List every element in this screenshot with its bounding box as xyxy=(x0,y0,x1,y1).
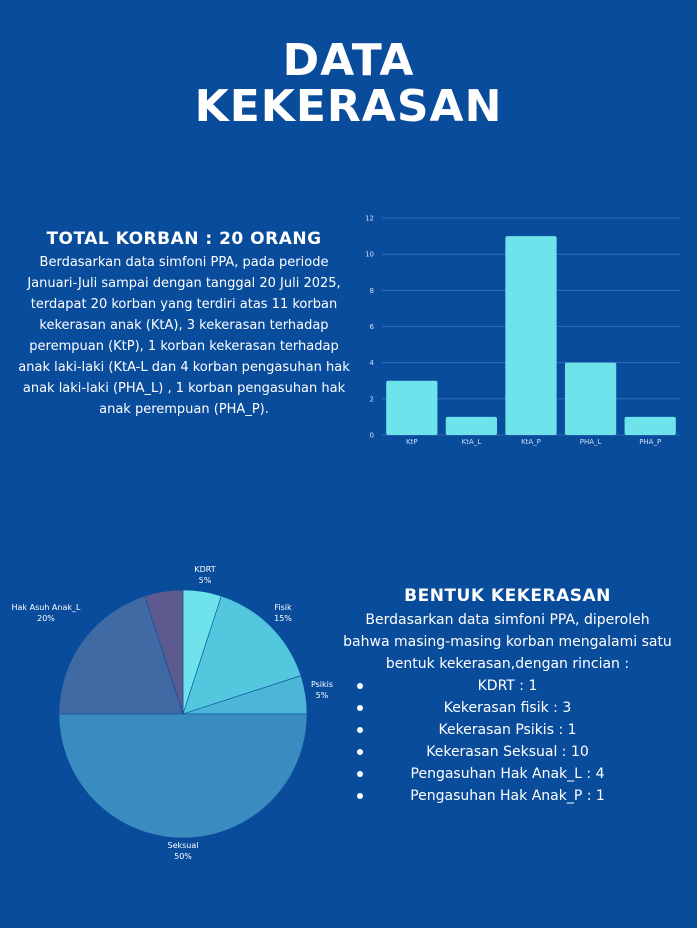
total-korban-section xyxy=(14,228,354,420)
total-korban-heading: TOTAL KORBAN : 20 ORANG xyxy=(46,229,322,249)
list-item xyxy=(340,763,675,785)
y-tick-label: 6 xyxy=(369,323,374,331)
x-tick-label: PHA_L xyxy=(579,438,602,446)
bullet-icon xyxy=(357,727,363,733)
list-item xyxy=(340,675,675,697)
x-tick-label: PHA_P xyxy=(639,438,662,446)
bullet-icon xyxy=(357,749,363,755)
pie-slice-percent: 50% xyxy=(174,852,192,861)
pie-slice-percent: 20% xyxy=(37,614,55,623)
list-item-text: KDRT : 1 xyxy=(477,678,538,694)
list-item xyxy=(340,785,675,807)
bullet-icon xyxy=(357,683,363,689)
bar xyxy=(446,417,497,435)
pie-slice-name: Seksual xyxy=(167,841,199,850)
pie-chart xyxy=(0,560,345,870)
pie-slice-name: Psikis xyxy=(310,680,334,689)
pie-slice-percent: 5% xyxy=(198,576,212,585)
y-tick-label: 0 xyxy=(369,431,374,440)
page-title xyxy=(0,35,697,132)
y-tick-label: 10 xyxy=(365,250,374,259)
bar xyxy=(565,363,616,435)
x-tick-label: KtP xyxy=(406,438,418,446)
title-line-1: DATA xyxy=(282,35,415,86)
y-tick-label: 12 xyxy=(365,214,374,223)
x-tick-label: KtA_P xyxy=(521,438,541,446)
bullet-icon xyxy=(357,793,363,799)
bar xyxy=(625,417,676,435)
total-korban-text: Berdasarkan data simfoni PPA, pada periode Januari-Juli sampai dengan tanggal 20 Juli 2025, terdapat 20 korban yang terdiri atas 11 korban kekerasan anak (KtA), 3 kekerasan terhadap perempuan (KtP), 1 korban kekerasan terhadap anak laki-laki (KtA-L dan 4 korban pengasuhan hak anak laki-laki (PHA_L) , 1 korban pengasuhan hak anak perempuan (PHA_P). xyxy=(18,255,350,417)
y-tick-label: 4 xyxy=(369,359,374,368)
pie-slice xyxy=(59,714,307,838)
bar-chart xyxy=(360,208,690,453)
bentuk-kekerasan-text: Berdasarkan data simfoni PPA, diperoleh bahwa masing-masing korban mengalami satu bentuk kekerasan,dengan rincian : xyxy=(343,612,672,672)
pie-slice-percent: 5% xyxy=(315,691,329,700)
list-item-text: Pengasuhan Hak Anak_L : 4 xyxy=(410,766,605,782)
bullet-icon xyxy=(357,705,363,711)
list-item-text: Pengasuhan Hak Anak_P : 1 xyxy=(410,788,605,804)
pie-slice-name: KDRT xyxy=(194,565,216,574)
pie-slice-name: Fisik xyxy=(274,603,292,612)
pie-slice-percent: 15% xyxy=(274,614,292,623)
x-tick-label: KtA_L xyxy=(461,438,482,446)
bar xyxy=(386,381,437,435)
y-tick-label: 2 xyxy=(369,395,374,404)
list-item xyxy=(340,697,675,719)
list-item xyxy=(340,719,675,741)
pie-slice-name: Hak Asuh Anak_L xyxy=(11,603,81,612)
bullet-icon xyxy=(357,771,363,777)
list-item-text: Kekerasan fisik : 3 xyxy=(443,700,572,716)
title-line-2: KEKERASAN xyxy=(194,81,503,132)
bentuk-kekerasan-heading: BENTUK KEKERASAN xyxy=(404,586,611,606)
list-item-text: Kekerasan Seksual : 10 xyxy=(426,744,589,760)
list-item-text: Kekerasan Psikis : 1 xyxy=(438,722,577,738)
list-item xyxy=(340,741,675,763)
bentuk-kekerasan-section xyxy=(340,585,675,807)
bentuk-kekerasan-list xyxy=(340,675,675,807)
y-tick-label: 8 xyxy=(369,286,374,295)
bar xyxy=(505,236,556,435)
